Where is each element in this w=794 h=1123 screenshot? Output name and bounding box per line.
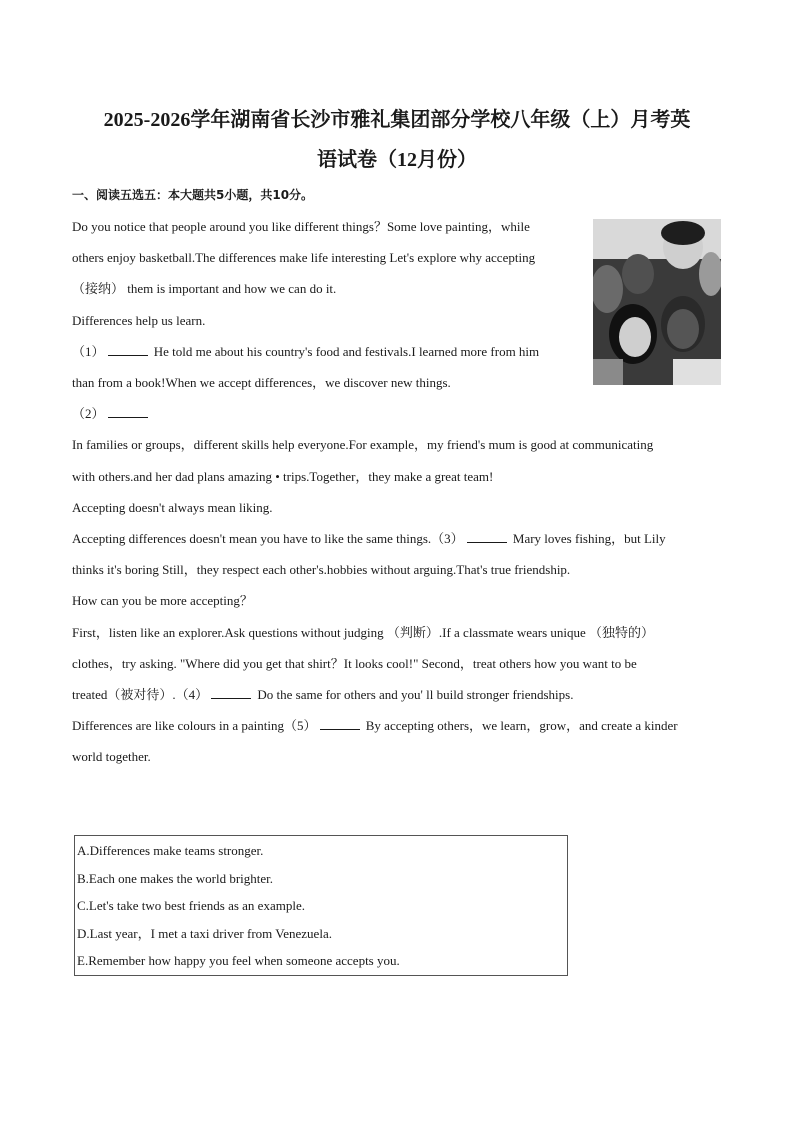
blank-number-2: （2） xyxy=(72,406,105,421)
answer-blank-3[interactable] xyxy=(467,530,507,543)
passage-text: Do the same for others and you' ll build stronger friendships. xyxy=(254,687,574,702)
passage-text: Accepting differences doesn't mean you have to like the same things.（3） xyxy=(72,531,464,546)
exam-title xyxy=(60,100,734,180)
answer-blank-2[interactable] xyxy=(108,405,148,418)
passage-line: First，listen like an explorer.Ask questions without judging （判断）.If a classmate wears unique （独特的） xyxy=(72,625,655,640)
option-b: B.Each one makes the world brighter. xyxy=(77,870,274,886)
passage-line: （接纳） them is important and how we can do it. xyxy=(72,281,337,296)
passage-text: Differences are like colours in a painting（5） xyxy=(72,718,317,733)
passage-subheading: Differences help us learn. xyxy=(72,313,206,328)
passage-line xyxy=(72,336,539,367)
passage-line: In families or groups，different skills help everyone.For example，my friend's mum is good at communicating xyxy=(72,437,654,452)
passage-line: than from a book!When we accept differences，we discover new things. xyxy=(72,375,451,390)
passage-line: thinks it's boring Still，they respect each other's.hobbies without arguing.That's true friendship. xyxy=(72,562,571,577)
passage-subheading: How can you be more accepting？ xyxy=(72,593,253,608)
passage-line: Do you notice that people around you like different things？Some love painting，while xyxy=(72,219,530,234)
passage-line: with others.and her dad plans amazing • trips.Together，they make a great team! xyxy=(72,469,494,484)
option-d: D.Last year，I met a taxi driver from Venezuela. xyxy=(77,925,332,941)
option-a: A.Differences make teams stronger. xyxy=(77,843,264,858)
passage-line xyxy=(72,398,151,429)
passage-subheading: Accepting doesn't always mean liking. xyxy=(72,500,273,515)
passage-line: world together. xyxy=(72,749,151,764)
title-line-2: 语试卷（12月份） xyxy=(317,149,477,171)
option-c: C.Let's take two best friends as an example. xyxy=(77,898,305,913)
option-e: E.Remember how happy you feel when someone accepts you. xyxy=(77,953,400,968)
passage-text: Mary loves fishing，but Lily xyxy=(509,531,666,546)
passage-line: others enjoy basketball.The differences make life interesting Let's explore why accepting xyxy=(72,250,536,265)
passage-line xyxy=(72,679,573,710)
options-box xyxy=(74,835,568,976)
answer-blank-1[interactable] xyxy=(108,343,148,356)
answer-blank-5[interactable] xyxy=(320,717,360,730)
group-photo xyxy=(593,219,721,385)
section-heading: 一、阅读五选五：本大题共5小题，共10分。 xyxy=(72,188,314,202)
passage-text: By accepting others，we learn，grow，and create a kinder xyxy=(362,718,678,733)
blank-number-1: （1） xyxy=(72,344,105,359)
passage-text: He told me about his country's food and festivals.I learned more from him xyxy=(150,344,540,359)
passage-line xyxy=(72,710,678,741)
passage-text: treated（被对待）.（4） xyxy=(72,687,209,702)
answer-blank-4[interactable] xyxy=(211,686,251,699)
title-line-1: 2025-2026学年湖南省长沙市雅礼集团部分学校八年级（上）月考英 xyxy=(103,109,691,131)
passage-line xyxy=(72,523,666,554)
passage-line: clothes，try asking. "Where did you get that shirt？It looks cool!" Second，treat others how you want to be xyxy=(72,656,637,671)
